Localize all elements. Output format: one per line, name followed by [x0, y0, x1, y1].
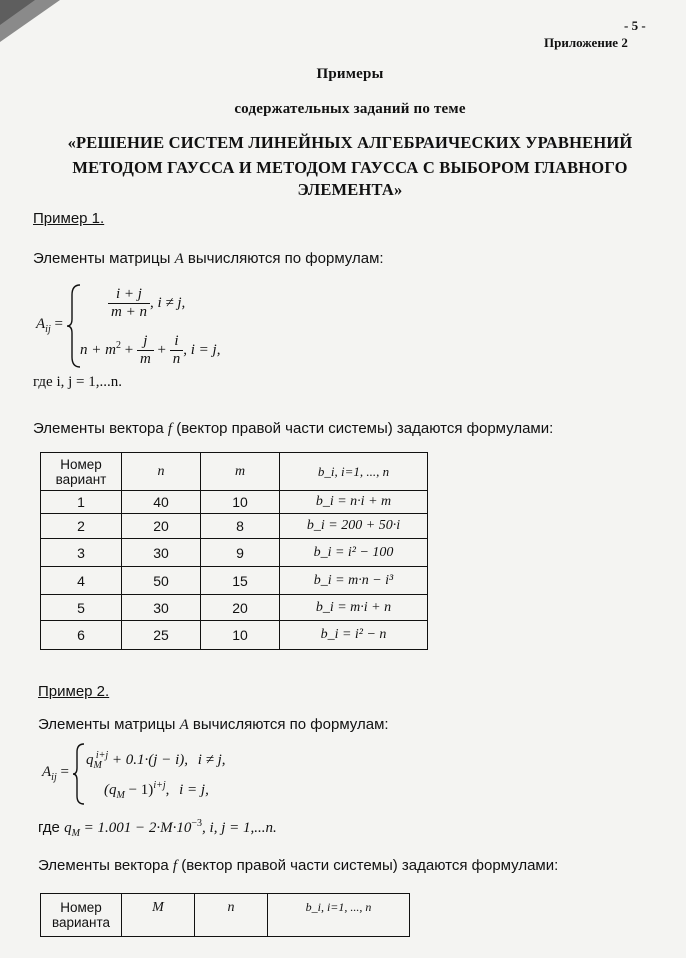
where-post: , i, j = 1,...n. — [202, 820, 277, 836]
cell-bi: b_i = i² − 100 — [280, 539, 428, 567]
cell-m: 9 — [201, 539, 280, 567]
header-variant: Номер вариант — [41, 453, 122, 491]
cell-n: 30 — [122, 595, 201, 621]
example1-matrix-text — [33, 250, 384, 268]
example1-case1: $\frac{i + j}{m + n}$ , i ≠ j, — [108, 286, 185, 321]
matrix-var: A — [174, 251, 184, 267]
cell-bi: b_i = 200 + 50·i — [280, 514, 428, 539]
title-line-3: ЭЛЕМЕНТА» — [297, 180, 403, 199]
example2-label: Пример 2. — [38, 683, 110, 700]
table-row — [41, 595, 428, 621]
cell-m: 20 — [201, 595, 280, 621]
vector-text-post: (вектор правой части системы) задаются формулами: — [177, 857, 559, 874]
example2-matrix-text — [38, 716, 389, 734]
header-bi: b_i, i=1, ..., n — [280, 453, 428, 491]
where-q-sub: M — [71, 828, 80, 839]
cell-n: 30 — [122, 539, 201, 567]
where-q: q — [64, 820, 72, 836]
case2-cond: i = j, — [179, 782, 209, 798]
table-row — [41, 539, 428, 567]
table-row — [41, 567, 428, 595]
cell-m: 15 — [201, 567, 280, 595]
example2-case2: $(q_M - 1)^{i+j}$, i = j, — [104, 780, 209, 801]
case2-pre: n + m — [80, 341, 116, 358]
example1-variant-table — [40, 452, 428, 650]
lhs-sub: ij — [51, 772, 57, 783]
cell-variant: 2 — [41, 514, 122, 539]
where-pre: где — [38, 819, 65, 836]
case2-frac1 — [137, 333, 154, 368]
table-row — [41, 491, 428, 514]
cell-variant: 1 — [41, 491, 122, 514]
lhs-A: A — [42, 764, 52, 780]
where-sup: −3 — [191, 818, 203, 829]
cell-variant: 3 — [41, 539, 122, 567]
case2-f2-num: i — [170, 333, 184, 351]
example2-brace — [72, 742, 86, 806]
case2-close: − 1) — [124, 782, 154, 798]
vector-var: f — [167, 421, 173, 437]
cell-bi: b_i = n·i + m — [280, 491, 428, 514]
cell-n: 25 — [122, 621, 201, 650]
case2-f1-num: j — [137, 333, 154, 351]
cell-n: 20 — [122, 514, 201, 539]
case1-den: m + n — [111, 304, 147, 320]
case2-sup: 2 — [115, 339, 121, 351]
vector-text-pre: Элементы вектора — [38, 857, 173, 874]
case2-frac2 — [170, 333, 184, 368]
table-row — [41, 514, 428, 539]
table-header-row — [41, 453, 428, 491]
cell-m: 10 — [201, 491, 280, 514]
matrix-text-post: вычисляются по формулам: — [183, 250, 384, 267]
subheading: содержательных заданий по теме — [234, 101, 466, 117]
cell-m: 8 — [201, 514, 280, 539]
example2-vector-text — [38, 857, 558, 875]
header-variant: Номер варианта — [41, 894, 122, 937]
title-line-2: МЕТОДОМ ГАУССА И МЕТОДОМ ГАУССА С ВЫБОРОМ ГЛАВНОГО — [72, 158, 628, 177]
example1-where: где i, j = 1,...n. — [33, 374, 122, 390]
vector-text-post: (вектор правой части системы) задаются формулами: — [172, 420, 554, 437]
header-n: n — [195, 894, 268, 937]
cell-bi: b_i = m·i + n — [280, 595, 428, 621]
header-M: M — [122, 894, 195, 937]
title-line-1: «РЕШЕНИЕ СИСТЕМ ЛИНЕЙНЫХ АЛГЕБРАИЧЕСКИХ УРАВНЕНИЙ — [67, 133, 633, 152]
where-mid: = 1.001 − 2·M·10 — [79, 820, 192, 836]
case2-f2-den: n — [172, 351, 181, 367]
case1-q-sub: M — [93, 760, 102, 771]
cell-variant: 6 — [41, 621, 122, 650]
lhs-A: A — [36, 316, 46, 332]
vector-text-pre: Элементы вектора — [33, 420, 168, 437]
header-n: n — [122, 453, 201, 491]
appendix-label: Приложение 2 — [544, 35, 628, 50]
heading: Примеры — [316, 66, 384, 82]
table-header-row — [41, 894, 410, 937]
cell-variant: 5 — [41, 595, 122, 621]
cell-bi: b_i = i² − n — [280, 621, 428, 650]
header-bi: b_i, i=1, ..., n — [268, 894, 410, 937]
cell-n: 50 — [122, 567, 201, 595]
cell-n: 40 — [122, 491, 201, 514]
example2-lhs: $A_{ij}$ = — [42, 764, 69, 783]
case2-sub: M — [116, 790, 125, 801]
case1-cond: i ≠ j, — [157, 294, 186, 311]
cell-bi: b_i = m·n − i³ — [280, 567, 428, 595]
example2-variant-table — [40, 893, 410, 937]
case1-frac — [108, 286, 150, 321]
page-number: - 5 - — [624, 18, 646, 33]
example1-label: Пример 1. — [33, 210, 105, 227]
cell-m: 10 — [201, 621, 280, 650]
table-row — [41, 621, 428, 650]
case1-q-sup: i+j — [95, 750, 109, 761]
matrix-var: A — [179, 717, 189, 733]
case2-f1-den: m — [139, 351, 151, 367]
scan-corner-shadow — [0, 0, 60, 42]
case2-sup: i+j — [153, 780, 166, 791]
matrix-text-post: вычисляются по формулам: — [188, 716, 389, 733]
example2-case1 — [86, 750, 226, 771]
vector-var: f — [172, 858, 178, 874]
case1-cond: i ≠ j, — [197, 752, 226, 768]
case1-num: i + j — [108, 286, 150, 304]
case1-rest: + 0.1·(j − i), — [111, 752, 188, 768]
case2-cond: i = j, — [190, 341, 221, 358]
cell-variant: 4 — [41, 567, 122, 595]
matrix-text-pre: Элементы матрицы — [38, 716, 180, 733]
example2-where — [38, 818, 277, 839]
case2-expr: (q — [104, 782, 117, 798]
case1-q: q — [86, 752, 94, 768]
header-m: m — [201, 453, 280, 491]
example1-lhs: $A_{ij}$ = — [36, 316, 63, 335]
example1-case2: $n + m^2$ + $\frac{j}{m}$ + $\frac{i}{n}$ , i = j, — [80, 333, 221, 367]
lhs-sub: ij — [45, 324, 51, 335]
matrix-text-pre: Элементы матрицы — [33, 250, 175, 267]
example1-vector-text — [33, 420, 553, 438]
